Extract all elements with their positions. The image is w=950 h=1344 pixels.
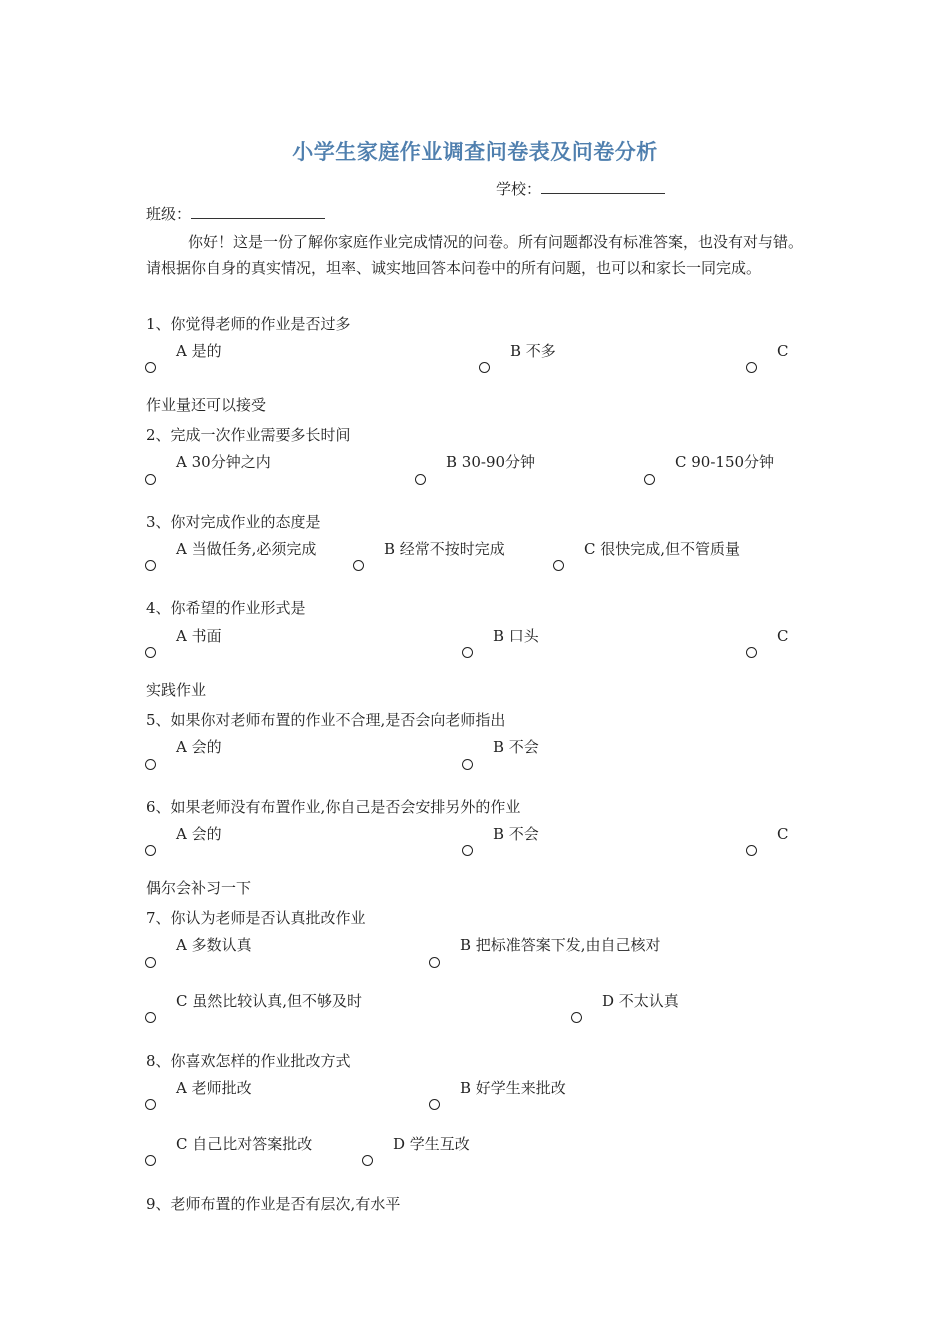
school-label: 学校：: [496, 180, 542, 198]
q1-radio-b[interactable]: [479, 362, 490, 373]
q6-option-a: A 会的: [176, 825, 222, 843]
q7-option-a: A 多数认真: [176, 936, 252, 954]
question-2: 2、完成一次作业需要多长时间: [146, 426, 351, 444]
q1-radio-c[interactable]: [746, 362, 757, 373]
class-blank[interactable]: [191, 202, 325, 219]
q6-radio-c[interactable]: [746, 845, 757, 856]
school-blank[interactable]: [541, 177, 665, 194]
q1-option-c: C: [777, 342, 789, 360]
q8-radio-d[interactable]: [362, 1155, 373, 1166]
q7-option-c: C 虽然比较认真,但不够及时: [176, 992, 363, 1010]
q6-option-c: C: [777, 825, 789, 843]
q4-radio-a[interactable]: [145, 647, 156, 658]
q3-radio-a[interactable]: [145, 560, 156, 571]
q7-radio-d[interactable]: [571, 1012, 582, 1023]
q3-option-b: B 经常不按时完成: [384, 540, 505, 558]
q2-radio-a[interactable]: [145, 474, 156, 485]
q1-radio-a[interactable]: [145, 362, 156, 373]
question-5: 5、如果你对老师布置的作业不合理,是否会向老师指出: [146, 711, 506, 729]
q6-radio-a[interactable]: [145, 845, 156, 856]
q3-option-c: C 很快完成,但不管质量: [584, 540, 741, 558]
q4-option-b: B 口头: [493, 627, 539, 645]
q4-radio-c[interactable]: [746, 647, 757, 658]
q4-option-c-text: 实践作业: [146, 681, 207, 699]
document-title: 小学生家庭作业调查问卷表及问卷分析: [292, 140, 658, 164]
q3-radio-c[interactable]: [553, 560, 564, 571]
q2-radio-c[interactable]: [644, 474, 655, 485]
question-8: 8、你喜欢怎样的作业批改方式: [146, 1052, 351, 1070]
q7-radio-a[interactable]: [145, 957, 156, 968]
q5-option-b: B 不会: [493, 738, 539, 756]
q7-option-b: B 把标准答案下发,由自己核对: [460, 936, 661, 954]
class-label: 班级：: [146, 205, 192, 223]
q1-option-c-text: 作业量还可以接受: [146, 396, 267, 414]
q8-option-c: C 自己比对答案批改: [176, 1135, 313, 1153]
question-6: 6、如果老师没有布置作业,你自己是否会安排另外的作业: [146, 798, 521, 816]
q6-option-b: B 不会: [493, 825, 539, 843]
question-3: 3、你对完成作业的态度是: [146, 513, 321, 531]
q8-option-b: B 好学生来批改: [460, 1079, 566, 1097]
q4-option-a: A 书面: [176, 627, 222, 645]
question-7: 7、你认为老师是否认真批改作业: [146, 909, 366, 927]
q7-option-d: D 不太认真: [602, 992, 679, 1010]
q8-option-d: D 学生互改: [393, 1135, 470, 1153]
school-field: [496, 177, 665, 200]
q1-option-a: A 是的: [176, 342, 222, 360]
q6-radio-b[interactable]: [462, 845, 473, 856]
q8-option-a: A 老师批改: [176, 1079, 252, 1097]
intro-paragraph: [146, 229, 811, 281]
q2-option-b: B 30-90分钟: [446, 453, 536, 471]
q2-option-a: A 30分钟之内: [176, 453, 271, 471]
q5-radio-a[interactable]: [145, 759, 156, 770]
q7-radio-b[interactable]: [429, 957, 440, 968]
class-field: [146, 202, 325, 225]
question-1: 1、你觉得老师的作业是否过多: [146, 315, 351, 333]
q8-radio-a[interactable]: [145, 1099, 156, 1110]
q3-radio-b[interactable]: [353, 560, 364, 571]
q2-option-c: C 90-150分钟: [675, 453, 775, 471]
q6-option-c-text: 偶尔会补习一下: [146, 879, 252, 897]
question-9: 9、老师布置的作业是否有层次,有水平: [146, 1195, 401, 1213]
q3-option-a: A 当做任务,必须完成: [176, 540, 317, 558]
q2-radio-b[interactable]: [415, 474, 426, 485]
q8-radio-c[interactable]: [145, 1155, 156, 1166]
q8-radio-b[interactable]: [429, 1099, 440, 1110]
q4-radio-b[interactable]: [462, 647, 473, 658]
question-4: 4、你希望的作业形式是: [146, 599, 306, 617]
q5-option-a: A 会的: [176, 738, 222, 756]
q5-radio-b[interactable]: [462, 759, 473, 770]
q7-radio-c[interactable]: [145, 1012, 156, 1023]
intro-text: 你好！这是一份了解你家庭作业完成情况的问卷。所有问题都没有标准答案，也没有对与错。请根据你自身的真实情况，坦率、诚实地回答本问卷中的所有问题，也可以和家长一同完成。: [146, 233, 804, 277]
q1-option-b: B 不多: [510, 342, 556, 360]
q4-option-c: C: [777, 627, 789, 645]
